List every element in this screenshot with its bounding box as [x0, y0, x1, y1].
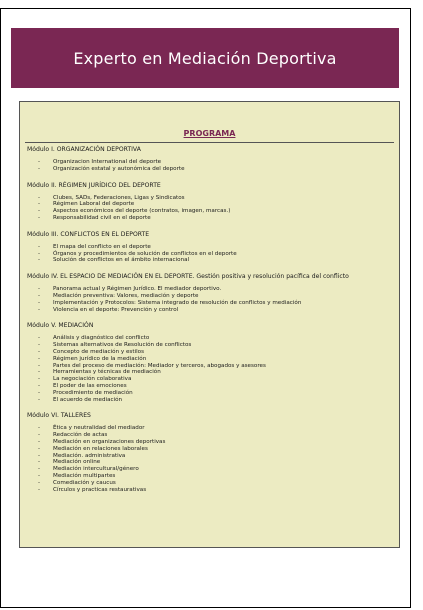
- module-topic-text: La negociación colaborativa: [53, 376, 132, 383]
- module-topic: [27, 307, 393, 314]
- bullet-dash: -: [38, 208, 41, 215]
- module-topic-text: Solución de conflictos en el ámbito internacional: [53, 257, 190, 264]
- module-title: Módulo I. ORGANIZACIÓN DEPORTIVA: [27, 146, 141, 153]
- module-section: [27, 231, 393, 264]
- module-topic-text: Mediación en relaciones laborales: [53, 445, 148, 452]
- module-title: Módulo V. MEDIACIÓN: [27, 322, 94, 330]
- module-topic-text: Mediación intercultural/género: [53, 466, 139, 473]
- module-topic: [27, 446, 393, 453]
- bullet-dash: -: [38, 194, 41, 201]
- bullet-dash: -: [38, 452, 41, 459]
- bullet-dash: -: [38, 382, 41, 389]
- module-topic: [27, 376, 393, 383]
- bullet-dash: -: [38, 342, 41, 349]
- module-topic-list: [27, 195, 393, 222]
- bullet-dash: -: [38, 299, 41, 306]
- title-banner: [11, 28, 399, 88]
- module-topic: [27, 166, 393, 173]
- module-topic-text: Aspectos económicos del deporte (contratos, imagen, marcas.): [53, 208, 231, 215]
- module-topic: [27, 356, 393, 363]
- bullet-dash: -: [38, 214, 41, 221]
- module-topic-list: [27, 286, 393, 313]
- module-topic: [27, 487, 393, 494]
- module-topic-text: Órganos y procedimientos de solución de conflictos en el deporte: [53, 250, 237, 257]
- module-topic-text: Comediación y caucus: [53, 479, 116, 486]
- bullet-dash: -: [38, 306, 41, 313]
- module-topic-list: [27, 335, 393, 403]
- module-topic-text: Violencia en el deporte: Prevención y control: [53, 306, 179, 313]
- module-topic: [27, 208, 393, 215]
- module-topic-text: Redacción de actas: [53, 432, 108, 439]
- module-topic-text: El acuerdo de mediación: [53, 396, 123, 403]
- module-topic: [27, 397, 393, 404]
- bullet-dash: -: [38, 292, 41, 299]
- bullet-dash: -: [38, 459, 41, 466]
- bullet-dash: -: [38, 369, 41, 376]
- module-topic-text: Organizacion International del deporte: [53, 159, 162, 165]
- module-list: [27, 146, 393, 502]
- module-topic-text: Implementación y Protocolos: Sistema integrado de resolución de conflictos y mediación: [53, 299, 302, 306]
- program-heading: PROGRAMA: [183, 129, 236, 138]
- module-title: Módulo II. RÉGIMEN JURÍDICO DEL DEPORTE: [27, 181, 161, 189]
- module-topic-text: Procedimiento de mediación: [53, 389, 133, 396]
- module-topic: [27, 383, 393, 390]
- module-topic-text: El mapa del conflicto en el deporte: [53, 243, 151, 250]
- bullet-dash: -: [38, 479, 41, 486]
- module-topic-text: Mediación preventiva: Valores, mediación y deporte: [53, 292, 199, 299]
- module-topic-text: Herramientas y técnicas de mediación: [53, 369, 161, 376]
- module-topic-text: El poder de las emociones: [53, 382, 127, 389]
- bullet-dash: -: [38, 348, 41, 355]
- bullet-dash: -: [38, 165, 41, 172]
- module-topic: [27, 473, 393, 480]
- module-topic: [27, 432, 393, 439]
- document-page: [0, 8, 411, 608]
- module-topic-text: Panorama actual y Régimen Jurídico. El mediador deportivo.: [53, 286, 222, 293]
- bullet-dash: -: [38, 438, 41, 445]
- module-section: [27, 182, 393, 222]
- module-topic-text: Concepto de mediación y estilos: [53, 348, 144, 355]
- heading-divider: [25, 142, 394, 143]
- bullet-dash: -: [38, 396, 41, 403]
- module-topic-text: Clubes, SADs, Federaciones, Ligas y Sindicatos: [53, 194, 185, 201]
- module-topic-text: Círculos y practicas restaurativas: [53, 486, 147, 493]
- bullet-dash: -: [38, 201, 41, 208]
- module-topic: [27, 439, 393, 446]
- module-topic-text: Sistemas alternativos de Resolución de conflictos: [53, 342, 192, 349]
- module-topic-text: Mediación. administrativa: [53, 452, 126, 459]
- module-topic: [27, 390, 393, 397]
- module-topic: [27, 215, 393, 222]
- module-topic: [27, 300, 393, 307]
- module-topic: [27, 293, 393, 300]
- bullet-dash: -: [38, 472, 41, 479]
- module-topic: [27, 244, 393, 251]
- module-topic-text: Responsabilidad civil en el deporte: [53, 214, 151, 221]
- bullet-dash: -: [38, 445, 41, 452]
- module-title: Módulo III. CONFLICTOS EN EL DEPORTE: [27, 230, 150, 238]
- module-topic: [27, 159, 393, 166]
- module-topic-text: Mediación online: [53, 459, 101, 466]
- module-title: Módulo VI. TALLERES: [27, 412, 91, 420]
- module-topic-list: [27, 159, 393, 173]
- bullet-dash: -: [38, 376, 41, 383]
- page-title: Experto en Mediación Deportiva: [73, 48, 337, 68]
- module-section: [27, 273, 393, 313]
- module-topic: [27, 342, 393, 349]
- module-title: Módulo IV. EL ESPACIO DE MEDIACIÓN EN EL DEPORTE. Gestión positiva y resolución pacífica del conflicto: [27, 273, 349, 281]
- bullet-dash: -: [38, 335, 41, 342]
- module-topic: [27, 466, 393, 473]
- module-topic-text: Régimen jurídico de la mediación: [53, 355, 147, 362]
- bullet-dash: -: [38, 250, 41, 257]
- module-topic-text: Régimen Laboral del deporte: [53, 201, 135, 208]
- bullet-dash: -: [38, 425, 41, 432]
- module-topic: [27, 257, 393, 264]
- module-topic: [27, 349, 393, 356]
- module-topic-text: Mediación en organizaciones deportivas: [53, 438, 166, 445]
- bullet-dash: -: [38, 243, 41, 250]
- module-topic-text: Organización estatal y autonómica del deporte: [53, 165, 185, 172]
- bullet-dash: -: [38, 466, 41, 473]
- module-section: [27, 146, 393, 173]
- module-section: [27, 412, 393, 493]
- bullet-dash: -: [38, 486, 41, 493]
- bullet-dash: -: [38, 159, 41, 165]
- bullet-dash: -: [38, 355, 41, 362]
- module-topic: [27, 286, 393, 293]
- module-topic-text: Ética y neutralidad del mediador: [53, 425, 145, 432]
- module-topic-text: Análisis y diagnóstico del conflicto: [53, 335, 150, 342]
- bullet-dash: -: [38, 286, 41, 293]
- module-topic: [27, 480, 393, 487]
- program-box: [19, 101, 400, 548]
- bullet-dash: -: [38, 362, 41, 369]
- bullet-dash: -: [38, 432, 41, 439]
- module-topic-text: Mediación multipartes: [53, 472, 116, 479]
- bullet-dash: -: [38, 389, 41, 396]
- module-topic-list: [27, 425, 393, 493]
- module-section: [27, 322, 393, 403]
- module-topic-text: Partes del proceso de mediación: Mediador y terceros, abogados y asesores: [53, 362, 266, 369]
- module-topic-list: [27, 244, 393, 264]
- bullet-dash: -: [38, 257, 41, 264]
